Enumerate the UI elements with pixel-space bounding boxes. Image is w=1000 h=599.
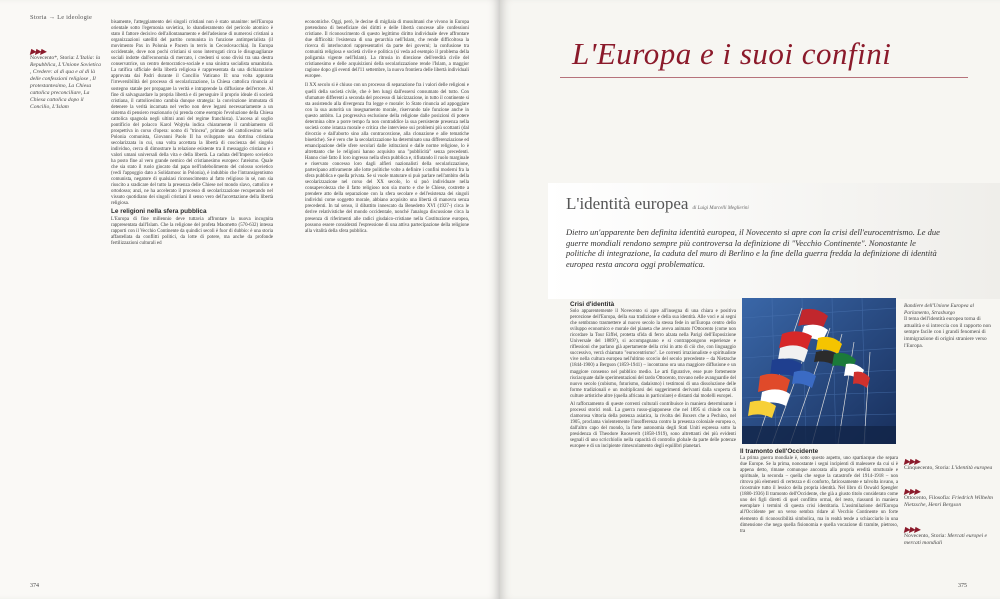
- article-title: [566, 194, 749, 214]
- ref-title: Friedrich Wilhelm Nietzsche, Henri Bergson: [904, 495, 993, 508]
- eu-flags-photo: [742, 298, 896, 444]
- ref-arrows-icon: ▶▶▶: [904, 457, 920, 466]
- paragraph: bisamente, l'atteggiamento dei singoli cristiani non è stato unanime: nell'Europa orientale sotto l'egemonia sovietica, lo sbandieramento del pericolo atomico è stato il fattore decisivo dell'allontanamento e dell'adesione di numerosi cristiani a organizzazioni satelliti del partito comunista in funzione antimperialista (il movimento Pax in Polonia e Pacem in terris in Cecoslovacchia). In Europa occidentale, dove non pochi cristiani si sono interrogati circa le disuguaglianze sociali indotte dall'economia di mercato, i credenti si sono divisi tra una destra conservatrice, un centro democratico-sociale e una sinistra socialista umanitaria. La ratifica ufficiale della libertà religiosa è rappresentata da una dichiarazione approvata dai Padri durante il Concilio Vaticano II: una volta appurata l'irreversibilità del processo di secolarizzazione, la Chiesa cattolica rinuncia al sostegno statale per propagare la verità e intraprende la diffusione dell'errore. Al fine di salvaguardare la propria libertà e di perseguire il proprio ideale di società cristiana, il cattolicesimo cambia dunque strategia: la convinzione immutata di detenere la verità incarnata nel verbo non deve legarsi necessariamente a un sistema di pensiero reazionario (si prenda come esempio l'evoluzione della Chiesa cattolica spagnola negli ultimi anni del regime franchista). L'ascesa al soglio pontificio del polacco Karol Wojtyła indica chiaramente il cambiamento di prospettiva in corso d'opera: uomo di "trincea", primate del cattolicesimo nella Polonia comunista, Giovanni Paolo II ha sviluppato una dottrina cristiana secolarizzata in cui, una volta accettata la libertà di coscienza del singolo individuo, cerca di dimostrare la relazione esistente tra il messaggio cristiano e i valori umani universali della vita e della libertà. La caduta dell'Impero sovietico ha posto fine al vero grande nemico del cristianesimo europeo: l'ateismo. Quale che sia stato il ruolo giocato dal papa nell'indebolimento del colosso sovietico (vedi l'appoggio dato a Solidarnosc in Polonia), è indubbio che l'intransigentismo comunista, negatore di qualsiasi riconoscimento al fatto religioso in sé, non sia riuscito a sradicare del tutto la presenza delle Chiese nel mondo slavo, cattolico e ortodosso; anzi, ne ha accelerato il processo di secolarizzazione recuperando nel vissuto quotidiano dei singoli cristiani il senso vero dell'accettazione della libertà religiosa.: [111, 20, 273, 207]
- left-column-1: [111, 20, 273, 580]
- sidenote-items: L'Italia: la Repubblica, L'Unione Sovietica , Credere: al di qua e al di là delle confessioni religiose , Il protestantesimo, La Chiesa cattolica preconciliare, La Chiesa cattolica dopo il Concilio, L'Islam: [30, 55, 101, 110]
- page-number: 374: [30, 583, 39, 589]
- title-rule: [560, 77, 968, 78]
- photo-caption: [904, 303, 994, 349]
- right-column-2: [740, 447, 898, 587]
- paragraph: La prima guerra mondiale è, sotto questo aspetto, uno spartiacque che separa due Europe. Se la prima, nonostante i segni incipienti di malessere da cui si è appena detto, rimane comunque ancorata alla propria eredità strutturale e spirituale, la seconda – quella che segue la catastrofe del 1914-1918 – non ritrova più elementi di certezza e di conforto, faticosamente e talvolta invano, a ricostruire tutto il lessico della propria identità. Nel libro di Oswald Spengler (1880-1936) Il tramonto dell'Occidente, che già a giusto titolo considerato come uno dei figli diretti di quel conflitto ormai, del resto, riassunti in maniera esemplare i termini di questa crisi identitaria. L'assimilazione dell'Europa all'Occidente per un verso sembra ridare al Vecchio Continente un forte elemento di riconoscibilità simbolica, ma in realtà tende a schiacciarlo in una dimensione che nega quella fisionomia e quella vocazione di tramite, pietroso, tra: [740, 456, 898, 534]
- author-byline: di Luigi Marcelli Meglierini: [692, 206, 749, 211]
- left-column-2: [305, 20, 469, 580]
- paragraph: Il XX secolo si è chiuso con un processo di separazione fra i valori delle religioni e quelli della società civile, che è ben lungi dall'essersi consumato del tutto. Con sfumature differenti a seconda del processo di laicizzazione, in tutto il continente si sta assistendo alla divergenza fra legge e morale: lo Stato rinuncia ad appoggiare con la sua autorità un insegnamento morale, riservando tale funzione anche in questo ambito. La progressiva esclusione della religione dalle posizioni di potere determina oltre a porre tempo fa non contraddice la sua persistente presenza nella società come istanza morale e critica che interviene sui problemi più scottanti (dal divorzio e dall'aborto sino alla contraccezione, alla clonazione e alle tematiche bioetiche). Se è vero che la secolarizzazione ha determinato una differenziazione ed emancipazione delle sfere secolari dalle istituzioni e dalle norme religiose, lo è altrettanto che le religioni hanno acquisito una "pubblicità" senza precedenti. Hanno cioè fatto il loro ingresso nella sfera pubblica e, rifiutando il ruolo marginale e riservato concesso loro dagli alfieri nazionalisti della secolarizzazione, partecipano attivamente alle lotte politiche volte a definire i confini moderni fra la sfera pubblica e quella privata. Se si vuole maturare si può parlare nell'ambito della secolarizzazione nel corso del XX secolo, lo si può individuare nella consapevolezza che il fatto religioso non sia morto e che le Chiese, costrette a prendere atto della separazione con la sfera secolare e dell'esistenza dei singoli individui come soggetto morale, abbiano acquisito una libertà di manovra senza precedenti. In tal senso, il dibattito innescato da Benedetto XVI (1927-) circa le derive relativistiche del mondo occidentale, nonché l'analoga discussione circa la presenza di riferimenti alle radici giudaico-cristiane nella Costituzione europea, possono essere considerati l'espressione di una attiva partecipazione della religione alla vitalità della sfera pubblica.: [305, 83, 469, 234]
- ref-arrows-icon: ▶▶▶: [904, 487, 920, 496]
- cross-reference-2: [904, 488, 994, 509]
- paragraph: L'Europa di fine millennio deve tuttavia affrontare la nuova incognita rappresentata dall'Islam. Che la religione del profeta Maometto (570-632) intessa rapporti con il Vecchio Continente da quindici secoli è fuor di dubbio: è una storia affastellata da conflitti politici, da lotte di potere, ma anche da profonde fertilizzazioni culturali ed: [111, 216, 273, 246]
- caption-text: Il tema dell'identità europea torna di attualità e si intreccia con il rapporto non sempre facile con i grandi fenomeni di immigrazione di origini straniere verso l'Europa.: [904, 316, 991, 349]
- paragraph: economiche. Oggi, però, le decine di migliaia di musulmani che vivono in Europa pretendono di beneficiare dei diritti e delle libertà concesse alle confessioni cristiane. Il riconoscimento di questo legittimo diritto individuale deve affrontare due difficoltà: l'esistenza di una gerarchia nell'Islam, che rende difficoltosa la ricerca di interlocutori rappresentativi da parte dei governi; la confusione tra comunità religiosa e società civile e politica (si veda ad esempio il problema della poligamia vigente nell'Islam). La ritrosia in direzione dell'eredità civile del cristianesimo e delle acquisizioni della secolarizzazione rende l'Islam, a maggior ragione dopo gli eventi dell'11 settembre, la nuova frontiera delle libertà individuali europee.: [305, 20, 469, 80]
- paragraph: Al rafforzamento di queste correnti culturali contribuisce in maniera determinante i processi storici reali. La guerra russo-giapponese che nel 1895 si chiude con la clamorosa vittoria della potenza asiatica, la rivolta dei Boxers che a Pechino, nel 1905, proclama violentemente l'insofferenza contro la presenza coloniale europea o, dall'altro capo del mondo, la forte autonomia degli Stati Uniti espressa sotto la presidenza di Theodore Roosevelt (1858-1919), sono altrettanti dei più evidenti segnali di uno scricchiolio nella capacità di controllo globale da parte delle potenze europee e di un incipiente rimescolamento degli equilibri planetari.: [570, 401, 736, 450]
- section-heading: Crisi d'identità: [570, 301, 615, 308]
- ref-lead: Ottocento, Filosofia:: [904, 495, 951, 501]
- sidenote-lead: Novecento*, Storia:: [30, 55, 75, 61]
- flags-illustration: [742, 298, 896, 444]
- chapter-title: L'Europa e i suoi confini: [572, 36, 892, 71]
- running-head: Storia → Le ideologie: [30, 14, 93, 21]
- intro-paragraph: Dietro un'apparente ben definita identità europea, il Novecento si apre con la crisi dell'eurocentrismo. Le due guerre mondiali rendono sempre più controversa la definizione di "Vecchio Continente". Nonostante le politiche di integrazione, la caduta del muro di Berlino e la fine della guerra fredda la definizione di identità europea resta ancora oggi problematica.: [566, 227, 940, 269]
- ref-lead: Novecento, Storia:: [904, 533, 946, 539]
- page-number: 375: [958, 583, 967, 589]
- cross-reference-1: [904, 458, 994, 472]
- paragraph: Solo apparentemente il Novecento si apre all'insegna di una chiara e positiva percezione dell'Europa, della sua tradizione e della sua identità. Alle voci e ai segni che sembrano trasmettere al nuovo secolo la stessa fede in un'Europa centro dello sviluppo economico e morale del pianeta che aveva animato l'Ottocento (come non ricordare la Tour Eiffel, protetta sfida di ferro alzata nella Parigi dell'Esposizione Universale del 1889?), si accompagnano e si contrappongono esperienze e riflessioni che parlano già apertamente della crisi in atto di ciò che, con linguaggio successivo, verrà chiamato "eurocentrismo". Le correnti irrazionaliste e spiritualiste vive nella cultura europea nell'ultimo scorcio del secolo precedente – da Nietzsche (1844-1900) a Bergson (1859-1941) – incontrano ora una maggiore diffusione e un maggiore consenso nel pubblico medio. Le arti figurative, esse pure fortemente risciacquate dalle sperimentazioni del tardo Ottocento, trovano nelle avanguardie del nuovo secolo (cubismo, futurismo, dadaismo) i testimoni di una dissoluzione delle forme tradizionali e un moltiplicarsi dei suggerimenti derivanti dalla scoperta di culture artistiche altre (quella africana in particolare) e distanti dai modelli europei.: [570, 309, 736, 399]
- article-title-text: L'identità europea: [566, 194, 689, 213]
- ref-arrows-icon: ▶▶▶: [904, 525, 920, 534]
- right-column-1: [570, 300, 736, 585]
- section-heading: Le religioni nella sfera pubblica: [111, 208, 207, 216]
- ref-lead: Cinquecento, Storia:: [904, 465, 950, 471]
- ref-title: Mercati europei e mercati mondiali: [904, 533, 988, 546]
- section-heading: Il tramonto dell'Occidente: [740, 448, 819, 455]
- ref-arrows-icon: ▶▶▶: [30, 47, 46, 56]
- ref-title: L'identità europea: [951, 465, 993, 471]
- cross-reference-3: [904, 526, 994, 547]
- caption-title: Bandiere dell'Unione Europea al Parlamento, Strasburgo: [904, 303, 975, 316]
- cross-reference-note: [30, 48, 102, 111]
